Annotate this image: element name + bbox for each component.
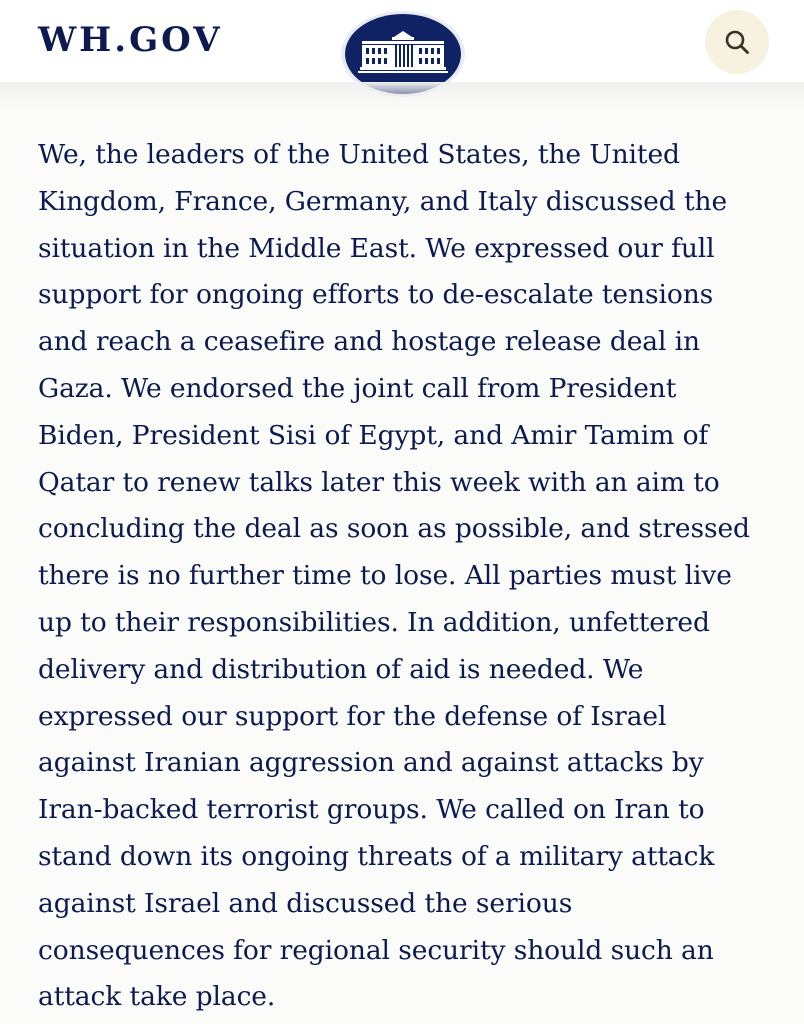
- text-line: concluding the deal as soon as possible, and stressed: [38, 513, 750, 545]
- text-line: Iran-backed terrorist groups. We called on Iran to: [38, 794, 705, 826]
- text-line: expressed our support for the defense of Israel: [38, 700, 667, 732]
- article-paragraph: [38, 132, 778, 1021]
- header-shadow: [0, 82, 804, 108]
- text-line: Gaza. We endorsed the joint call from President: [38, 372, 677, 404]
- text-line: there is no further time to lose. All parties must live: [38, 560, 732, 592]
- text-line: Qatar to renew talks later this week with an aim to: [38, 466, 720, 498]
- text-line: We, the leaders of the United States, the United: [38, 139, 680, 170]
- text-line: up to their responsibilities. In addition, unfettered: [38, 606, 710, 638]
- text-line: situation in the Middle East. We expressed our full: [38, 232, 715, 264]
- article-body: [38, 132, 778, 1021]
- search-icon: [724, 29, 750, 55]
- site-name-logo[interactable]: WH.GOV: [38, 20, 223, 60]
- text-line: support for ongoing efforts to de-escalate tensions: [38, 279, 714, 311]
- text-line: attack take place.: [38, 981, 276, 1013]
- text-line: stand down its ongoing threats of a military attack: [38, 840, 715, 872]
- text-line: against Iranian aggression and against attacks by: [38, 747, 704, 779]
- search-button[interactable]: [705, 10, 769, 74]
- text-line: delivery and distribution of aid is needed. We: [38, 653, 644, 685]
- text-line: against Israel and discussed the serious: [38, 887, 573, 919]
- text-line: Kingdom, France, Germany, and Italy discussed the: [38, 185, 728, 217]
- text-line: and reach a ceasefire and hostage release deal in: [38, 326, 701, 358]
- text-line: Biden, President Sisi of Egypt, and Amir Tamim of: [38, 419, 709, 451]
- text-line: consequences for regional security should such an: [38, 934, 714, 966]
- site-header: [0, 0, 804, 82]
